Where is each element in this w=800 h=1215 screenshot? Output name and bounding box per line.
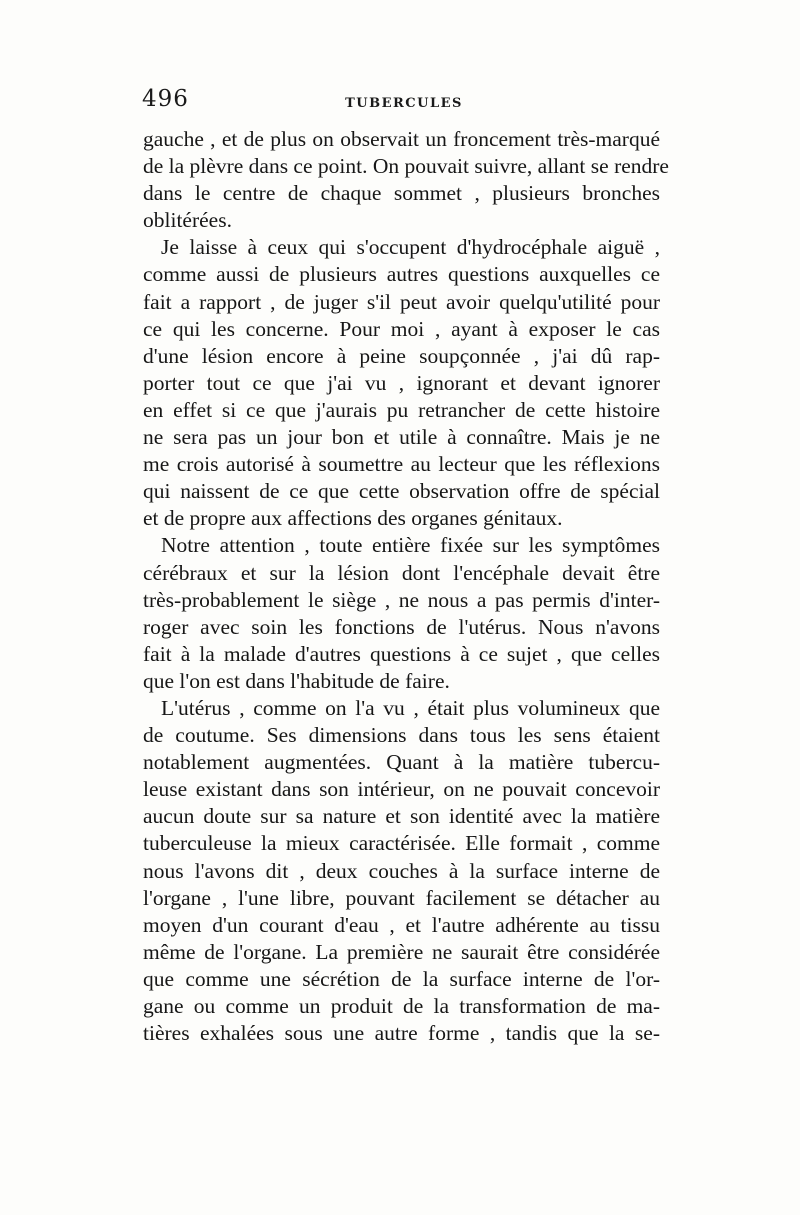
text-line: ce qui les concerne. Pour moi , ayant à exposer le cas [143, 316, 660, 341]
text-line: Notre attention , toute entière fixée sur les symptômes [161, 533, 660, 558]
text-line: l'organe , l'une libre, pouvant facilement se détacher au [143, 885, 660, 910]
text-line: notablement augmentées. Quant à la matière tubercu- [143, 750, 660, 775]
text-line: fait à la malade d'autres questions à ce sujet , que celles [143, 641, 660, 666]
text-line: très-probablement le siège , ne nous a pas permis d'inter- [143, 587, 660, 612]
text-line: roger avec soin les fonctions de l'utérus. Nous n'avons [143, 614, 660, 639]
page-number: 496 [142, 86, 189, 112]
text-line: tuberculeuse la mieux caractérisée. Elle formait , comme [143, 831, 660, 856]
text-line: tières exhalées sous une autre forme , tandis que la se- [143, 1021, 660, 1046]
text-line: porter tout ce que j'ai vu , ignorant et devant ignorer [143, 370, 660, 395]
text-line: leuse existant dans son intérieur, on ne pouvait concevoir [143, 777, 660, 802]
text-line: ne sera pas un jour bon et utile à connaître. Mais je ne [143, 425, 660, 450]
running-title: TUBERCULES [345, 96, 463, 111]
text-line: oblitérées. [143, 208, 232, 233]
text-line: que l'on est dans l'habitude de faire. [143, 668, 450, 693]
text-line: fait a rapport , de juger s'il peut avoir quelqu'utilité pour [143, 289, 660, 314]
text-line: d'une lésion encore à peine soupçonnée , j'ai dû rap- [143, 343, 660, 368]
body-text [143, 126, 669, 1047]
text-line: qui naissent de ce que cette observation offre de spécial [143, 479, 660, 504]
text-line: et de propre aux affections des organes génitaux. [143, 506, 563, 531]
text-line: Je laisse à ceux qui s'occupent d'hydrocéphale aiguë , [161, 235, 660, 260]
text-line: comme aussi de plusieurs autres questions auxquelles ce [143, 262, 660, 287]
text-line: de la plèvre dans ce point. On pouvait suivre, allant se rendre [143, 154, 669, 179]
text-line: de coutume. Ses dimensions dans tous les sens étaient [143, 723, 660, 748]
text-line: que comme une sécrétion de la surface interne de l'or- [143, 966, 660, 991]
text-line: cérébraux et sur la lésion dont l'encéphale devait être [143, 560, 660, 585]
text-line: L'utérus , comme on l'a vu , était plus volumineux que [161, 695, 660, 720]
text-line: moyen d'un courant d'eau , et l'autre adhérente au tissu [143, 912, 660, 937]
text-line: en effet si ce que j'aurais pu retrancher de cette histoire [143, 397, 660, 422]
page-header [140, 86, 668, 126]
text-line: dans le centre de chaque sommet , plusieurs bronches [143, 181, 660, 206]
text-line: gane ou comme un produit de la transformation de ma- [143, 994, 660, 1018]
text-line: aucun doute sur sa nature et son identité avec la matière [143, 804, 660, 829]
text-line: même de l'organe. La première ne saurait être considérée [143, 939, 660, 964]
text-line: gauche , et de plus on observait un froncement très-marqué [143, 127, 660, 151]
text-line: me crois autorisé à soumettre au lecteur que les réflexions [143, 452, 660, 477]
text-line: nous l'avons dit , deux couches à la surface interne de [143, 858, 660, 883]
